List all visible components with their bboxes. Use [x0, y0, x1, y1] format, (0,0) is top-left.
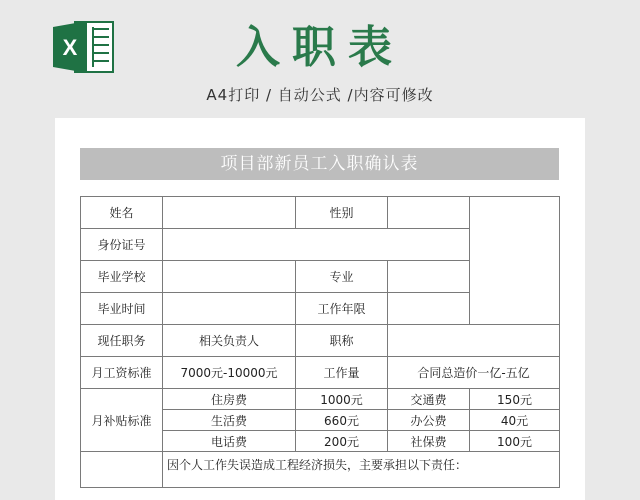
- page-header: [0, 0, 640, 118]
- gender-label: 性别: [296, 197, 388, 229]
- grad-time-label: 毕业时间: [81, 293, 163, 325]
- subsidy-name: 交通费: [388, 389, 470, 410]
- rank-field[interactable]: [388, 325, 560, 357]
- position-value[interactable]: 相关负责人: [163, 325, 296, 357]
- salary-value[interactable]: 7000元-10000元: [163, 357, 296, 389]
- subsidy-amount[interactable]: 1000元: [296, 389, 388, 410]
- work-years-label: 工作年限: [296, 293, 388, 325]
- photo-cell[interactable]: [470, 197, 560, 325]
- subsidy-amount[interactable]: 150元: [470, 389, 560, 410]
- responsibility-note: 因个人工作失误造成工程经济损失，主要承担以下责任：: [163, 452, 560, 488]
- major-label: 专业: [296, 261, 388, 293]
- name-label: 姓名: [81, 197, 163, 229]
- subsidy-name: 电话费: [163, 431, 296, 452]
- workload-value[interactable]: 合同总造价一亿-五亿: [388, 357, 560, 389]
- subsidy-amount[interactable]: 40元: [470, 410, 560, 431]
- name-field[interactable]: [163, 197, 296, 229]
- position-label: 现任职务: [81, 325, 163, 357]
- gender-field[interactable]: [388, 197, 470, 229]
- id-label: 身份证号: [81, 229, 163, 261]
- responsibility-blank-cell: [81, 452, 163, 488]
- subsidy-label: 月补贴标准: [81, 389, 163, 452]
- subsidy-amount[interactable]: 200元: [296, 431, 388, 452]
- major-field[interactable]: [388, 261, 470, 293]
- subsidy-amount[interactable]: 660元: [296, 410, 388, 431]
- id-field[interactable]: [163, 229, 470, 261]
- form-title: 项目部新员工入职确认表: [80, 148, 559, 180]
- logo-letter: X: [62, 35, 78, 60]
- page-subtitle: A4打印 / 自动公式 /内容可修改: [206, 86, 434, 104]
- workload-label: 工作量: [296, 357, 388, 389]
- onboarding-form-table: [80, 196, 560, 488]
- subsidy-name: 住房费: [163, 389, 296, 410]
- rank-label: 职称: [296, 325, 388, 357]
- subsidy-name: 生活费: [163, 410, 296, 431]
- subsidy-name: 社保费: [388, 431, 470, 452]
- grad-time-field[interactable]: [163, 293, 296, 325]
- subsidy-name: 办公费: [388, 410, 470, 431]
- school-field[interactable]: [163, 261, 296, 293]
- salary-label: 月工资标准: [81, 357, 163, 389]
- page-title: 入职表: [236, 22, 404, 73]
- school-label: 毕业学校: [81, 261, 163, 293]
- work-years-field[interactable]: [388, 293, 470, 325]
- subsidy-amount[interactable]: 100元: [470, 431, 560, 452]
